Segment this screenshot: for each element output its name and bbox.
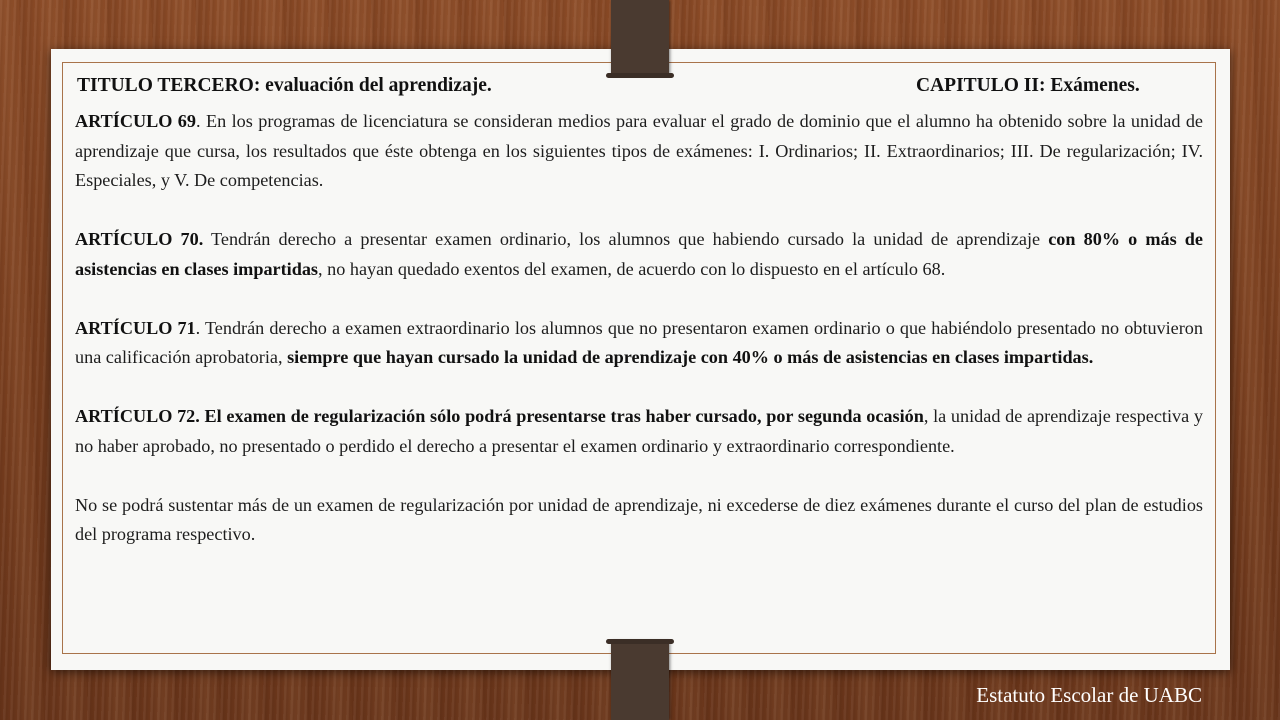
article-70-text-b: , no hayan quedado exentos del examen, de acuerdo con lo dispuesto en el artículo 68. — [318, 258, 946, 279]
article-71 — [75, 314, 1203, 373]
article-70-label: ARTÍCULO 70. — [75, 229, 204, 249]
article-72-text-a: , la unidad de aprendizaje respectiva y no haber aprobado, no presentado o perdido el derecho a presentar el examen ordinario y extraordinario correspondiente. — [75, 406, 1203, 456]
footer-caption: Estatuto Escolar de UABC — [976, 683, 1202, 707]
article-70 — [75, 225, 1203, 284]
closing-paragraph: No se podrá sustentar más de un examen de regularización por unidad de aprendizaje, ni excederse de diez exámenes durante el curso del plan de estudios del programa respectivo. — [75, 494, 1203, 544]
article-71-text-a: . Tendrán derecho a examen extraordinario los alumnos que no presentaron examen ordinario o que habiéndolo presentado no obtuvieron una calificación aprobatoria, — [75, 317, 1203, 367]
document-body — [75, 107, 1203, 579]
article-72-label: ARTÍCULO 72. El examen de regularización sólo podrá presentarse tras haber cursado, por segunda ocasión — [75, 406, 924, 426]
article-69: ARTÍCULO 69. En los programas de licenciatura se consideran medios para evaluar el grado de dominio que el alumno ha obtenido sobre la unidad de aprendizaje que cursa, los resultados que éste obtenga en los siguientes tipos de exámenes: I. Ordinarios; II. Extraordinarios; III. De regularización; IV. Especiales, y V. De competencias. — [75, 111, 1204, 190]
top-clip — [611, 0, 669, 75]
article-71-bold: siempre que hayan cursado la unidad de aprendizaje con 40% o más de asistencias en clases impartidas. — [287, 347, 1094, 367]
top-clip-bar — [606, 73, 674, 78]
bottom-clip-bar — [606, 639, 674, 644]
heading-capitulo: CAPITULO II: Exámenes. — [916, 75, 1140, 96]
article-70-bold: con 80% o más de asistencias en clases impartidas — [75, 229, 1203, 279]
article-72 — [75, 402, 1203, 461]
article-69-text: En los programas de licenciatura se consideran medios para evaluar el grado de dominio que el alumno ha obtenido sobre la unidad de aprendizaje que cursa, los resultados que éste obtenga en los siguientes tipos de exámenes: I. Ordinarios; II. Extraordinarios; III. De regularización; IV. Especiales, y V. De competencias. — [75, 111, 1204, 190]
article-70-text-a: Tendrán derecho a presentar examen ordinario, los alumnos que habiendo cursado la unidad de aprendizaje — [203, 229, 1049, 249]
article-71-label: ARTÍCULO 71 — [75, 317, 196, 338]
heading-titulo: TITULO TERCERO: evaluación del aprendizaje. — [77, 75, 492, 96]
article-69-label: ARTÍCULO 69 — [75, 111, 196, 131]
bottom-clip — [611, 641, 669, 720]
